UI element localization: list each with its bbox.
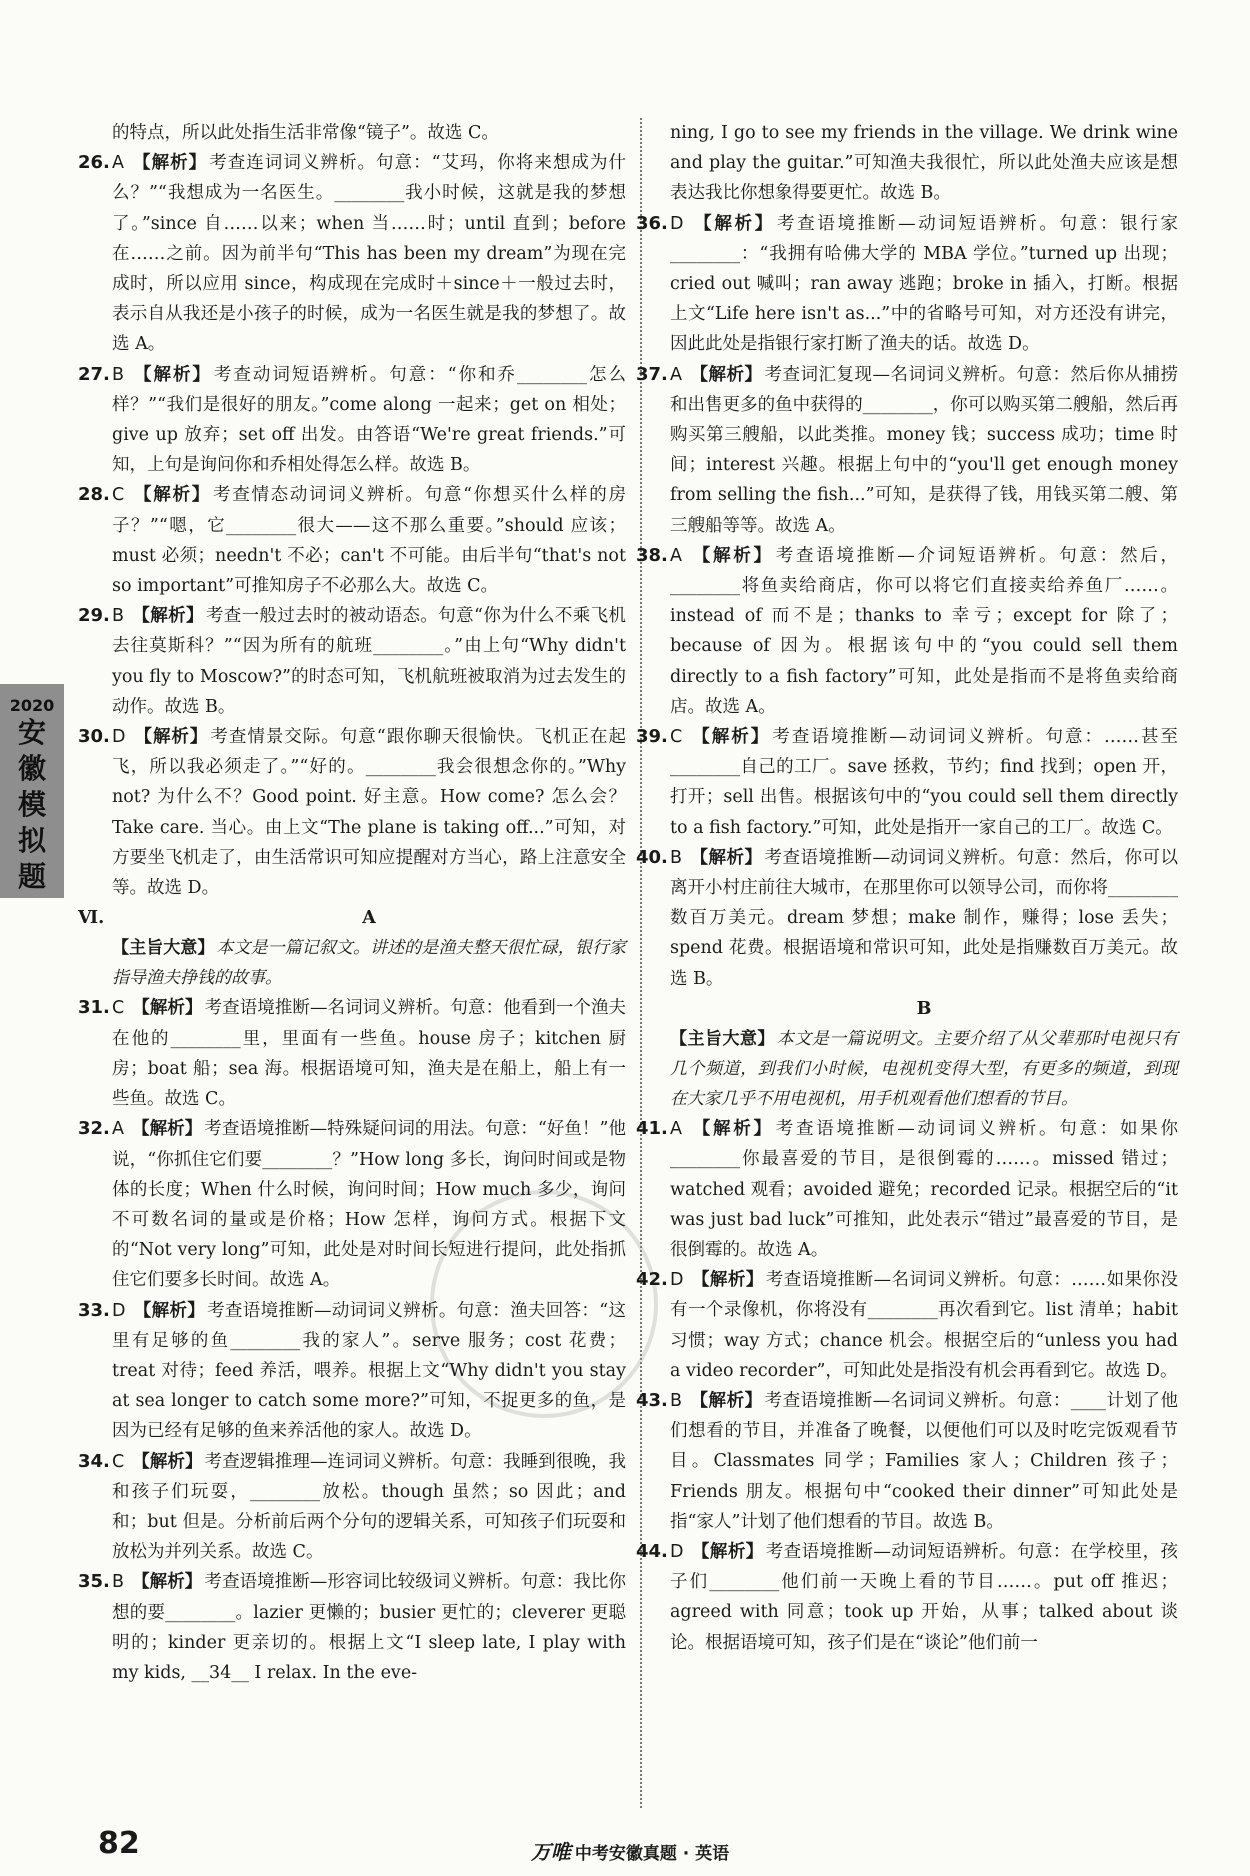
analysis-text: 考查一般过去时的被动语态。句意“你为什么不乘飞机去往莫斯科？”“因为所有的航班________。”由上句“Why didn't you fly to Moscow?”的时态可知，飞机航班被取消为过去发生的动作。故选 B。 (112, 606, 627, 717)
summary-text: 本文是一篇记叙文。讲述的是渔夫整天很忙碌，银行家指导渔夫挣钱的故事。 (112, 938, 627, 989)
analysis-text: 考查语境推断—动词词义辨析。句意：如果你________你最喜爱的节目，是很倒霉的……。missed 错过；watched 观看；avoided 避免；recorded 记录。根据空后的“it was just bad luck”可推知，此处表示“错过”最喜爱的节目，是很倒霉的。故选 A。 (670, 1119, 1179, 1260)
answer-item (636, 1265, 1179, 1386)
footer-title: 中考安徽真题 · 英语 (574, 1844, 730, 1864)
answer-letter: C (670, 727, 683, 748)
answer-letter: D (112, 1300, 126, 1321)
question-number: 35. (78, 1571, 110, 1593)
question-number: 38. (636, 544, 668, 566)
analysis-text: 考查语境推断—动词词义辨析。句意：渔夫回答：“这里有足够的鱼________我的家人”。serve 服务；cost 花费；treat 对待；feed 养活，喂养。根据上文“Why didn't you stay at sea longer to catch some more?”可知，不捉更多的鱼，是因为已经有足够的鱼来养活他的家人。故选 D。 (112, 1300, 626, 1442)
section-title: B (916, 998, 932, 1019)
question-number: 29. (78, 605, 110, 627)
answer-item (78, 480, 626, 601)
analysis-text: 考查语境推断—名词词义辨析。句意：他看到一个渔夫在他的________里，里面有一些鱼。house 房子；kitchen 厨房；boat 船；sea 海。根据语境可知，渔夫是在船上，船上有一些鱼。故选 C。 (112, 998, 627, 1110)
question-number: 44. (636, 1540, 668, 1562)
answer-letter: B (670, 847, 683, 868)
answer-item (78, 722, 626, 903)
section-heading (78, 903, 626, 933)
question-number: 43. (636, 1389, 668, 1411)
analysis-text: 考查语境推断—特殊疑问词的用法。句意：“好鱼！”他说，“你抓住它们要________？”How long 多长，询问时间或是物体的长度；When 什么时候，询问时间；How much 多少，询问不可数名词的量或是价格；How 怎样，询问方式。根据下文的“Not very long”可知，此处是对时间长短进行提问，此处指抓住它们要多长时间。故选 A。 (112, 1119, 626, 1291)
left-items-a (78, 148, 627, 903)
answer-letter: D (112, 727, 126, 748)
answer-item (78, 360, 627, 481)
answer-item (78, 1447, 627, 1568)
summary (112, 933, 626, 993)
page-number: 82 (98, 1826, 140, 1861)
analysis-text: 考查情态动词词义辨析。句意“你想买什么样的房子？”“嗯，它________很大——这不那么重要。”should 应该；must 必须；needn't 不必；can't 不可能。由后半句“that's not so important”可推知房子不必那么大。故选 C。 (112, 485, 626, 597)
continued-text: ning, I go to see my friends in the village. We drink wine and play the guitar.”可知渔夫我很忙，所以此处渔夫应该是想表达我比你想象得要更忙。故选 B。 (670, 123, 1178, 204)
question-number: 42. (636, 1269, 668, 1291)
analysis-tag: 【解析】 (133, 1300, 206, 1321)
answer-item (78, 148, 626, 359)
analysis-text: 考查语境推断—动词词义辨析。句意：……甚至________自己的工厂。save 拯救，节约；find 找到；open 开，打开；sell 出售。根据该句中的“you could sell them directly to a fish factory.”可知，此处是指开一家自己的工厂。故选 C。 (670, 727, 1179, 838)
answer-letter: A (670, 364, 682, 385)
analysis-tag: 【解析】 (131, 1119, 203, 1140)
section-title: A (362, 908, 376, 929)
answer-letter: A (670, 545, 682, 566)
answer-letter: D (670, 1541, 684, 1562)
summary-tag: 【主旨大意】 (670, 1029, 775, 1050)
analysis-tag: 【解析】 (691, 1541, 764, 1562)
summary (670, 1024, 1178, 1114)
section-heading (670, 994, 1178, 1024)
right-column (636, 118, 1179, 1658)
continued-text: 的特点，所以此处指生活非常像“镜子”。故选 C。 (112, 123, 499, 143)
answer-letter: D (670, 213, 684, 234)
answer-item (636, 1537, 1179, 1658)
question-number: 36. (636, 212, 668, 234)
right-items-a (636, 209, 1179, 994)
answer-letter: C (112, 998, 125, 1019)
question-number: 30. (78, 726, 110, 748)
answer-letter: A (112, 1119, 124, 1140)
answer-item (636, 843, 1179, 994)
analysis-text: 考查语境推断—动词短语辨析。句意：在学校里，孩子们________他们前一天晚上看的节目……。put off 推迟；agreed with 同意；took up 开始，从事；talked about 谈论。根据语境可知，孩子们是在“谈论”他们前一 (670, 1541, 1179, 1653)
answer-letter: A (670, 1119, 682, 1140)
answer-letter: B (670, 1390, 683, 1411)
analysis-tag: 【解析】 (132, 1572, 203, 1593)
analysis-tag: 【解析】 (132, 1451, 203, 1472)
answer-item (636, 1386, 1178, 1537)
side-tab-year: 2020 (9, 696, 55, 715)
answer-item (78, 993, 627, 1114)
question-number: 39. (636, 726, 668, 748)
right-items-b (636, 1114, 1179, 1658)
question-number: 31. (78, 997, 110, 1019)
analysis-text: 考查语境推断—名词词义辨析。句意：……如果你没有一个录像机，你将没有________再次看到它。list 清单；habit 习惯；way 方式；chance 机会。根据空后的“unless you had a video recorder”，可知此处是指没有机会再看到它。故选 D。 (670, 1270, 1179, 1381)
analysis-tag: 【解析】 (691, 213, 775, 234)
answer-item (78, 1296, 626, 1447)
answer-letter: B (112, 1572, 125, 1593)
analysis-tag: 【解析】 (690, 727, 771, 748)
analysis-text: 考查语境推断—名词词义辨析。句意：____计划了他们想看的节目，并准备了晚餐，以便他们可以及时吃完饭观看节目。Classmates 同学；Families 家人；Children 孩子；Friends 朋友。根据句中“cooked their dinner”可知此处是指“家人”计划了他们想看的节目。故选 B。 (670, 1390, 1178, 1532)
answer-letter: D (670, 1270, 684, 1291)
answer-item (636, 1114, 1179, 1265)
analysis-tag: 【解析】 (132, 998, 203, 1019)
analysis-tag: 【解析】 (131, 153, 208, 174)
analysis-tag: 【解析】 (690, 1390, 763, 1411)
analysis-tag: 【解析】 (690, 847, 763, 868)
question-number: 26. (78, 152, 110, 174)
answer-item (636, 722, 1179, 843)
summary-tag: 【主旨大意】 (112, 938, 215, 959)
analysis-text: 考查语境推断—动词词义辨析。句意：然后，你可以离开小村庄前往大城市，在那里你可以领导公司，而你将________数百万美元。dream 梦想；make 制作，赚得；lose 丢失；spend 花费。根据语境和常识可知，此处是指赚数百万美元。故选 B。 (670, 847, 1179, 989)
answer-letter: C (112, 1451, 125, 1472)
analysis-tag: 【解析】 (691, 1270, 764, 1291)
question-number: 33. (78, 1299, 110, 1321)
question-number: 32. (78, 1118, 110, 1140)
analysis-tag: 【解析】 (689, 545, 774, 566)
analysis-text: 考查语境推断—形容词比较级词义辨析。句意：我比你想的要________。lazier 更懒的；busier 更忙的；cleverer 更聪明的；kinder 更亲切的。根据上文“I sleep late, I play with my kids, __34__ I relax. In the eve- (112, 1572, 627, 1683)
answer-letter: B (112, 364, 125, 385)
summary-text: 本文是一篇说明文。主要介绍了从父辈那时电视只有几个频道，到我们小时候，电视机变得大型，有更多的频道，到现在大家几乎不用电视机，用手机观看他们想看的节目。 (670, 1029, 1179, 1110)
answer-letter: A (112, 153, 124, 174)
answer-item (636, 209, 1179, 360)
footer (480, 1836, 780, 1865)
answer-item (78, 1567, 627, 1688)
side-tab-label: 安徽模拟题 (17, 716, 46, 893)
question-number: 40. (636, 846, 668, 868)
answer-item (636, 360, 1179, 541)
answer-item (78, 1114, 626, 1295)
brand-logo: 万唯 (530, 1840, 571, 1864)
answer-item (636, 541, 1179, 722)
analysis-text: 考查语境推断—动词短语辨析。句意：银行家________：“我拥有哈佛大学的 MBA 学位。”turned up 出现；cried out 喊叫；ran away 逃跑；broke in 插入，打断。根据上文“Life here isn't as...”中的省略号可知，对方还没有讲完，因此此处是指银行家打断了渔夫的话。故选 D。 (670, 213, 1179, 355)
question-number: 28. (78, 484, 110, 506)
analysis-tag: 【解析】 (689, 364, 763, 385)
analysis-text: 考查连词词义辨析。句意：“艾玛，你将来想成为什么？”“我想成为一名医生。________我小时候，这就是我的梦想了。”since 自……以来；when 当……时；until 直到；before 在……之前。因为前半句“This has been my dream”为现在完成时，所以应用 since，构成现在完成时＋since＋一般过去时，表示自从我还是小孩子的时候，成为一名医生就是我的梦想了。故选 A。 (112, 153, 626, 355)
answer-item (78, 601, 627, 722)
analysis-tag: 【解析】 (132, 606, 204, 627)
section-roman: Ⅵ. (78, 908, 105, 929)
question-number: 27. (78, 363, 110, 385)
analysis-text: 考查语境推断—介词短语辨析。句意：然后，________将鱼卖给商店，你可以将它们直接卖给养鱼厂……。instead of 而不是；thanks to 幸亏；except for 除了；because of 因为。根据该句中的“you could sell them directly to a fish factory”可知，此处是指而不是将鱼卖给商店。故选 A。 (670, 545, 1179, 717)
analysis-text: 考查逻辑推理—连词词义辨析。句意：我睡到很晚，我和孩子们玩耍，________放松。though 虽然；so 因此；and 和；but 但是。分析前后两个分句的逻辑关系，可知孩子们玩耍和放松为并列关系。故选 C。 (112, 1451, 627, 1563)
analysis-tag: 【解析】 (689, 1119, 774, 1140)
analysis-tag: 【解析】 (133, 727, 209, 748)
answer-letter: B (112, 606, 125, 627)
question-number: 34. (78, 1450, 110, 1472)
side-tab (0, 684, 64, 898)
question-number: 37. (636, 363, 668, 385)
analysis-tag: 【解析】 (132, 364, 212, 385)
analysis-text: 考查动词短语辨析。句意：“你和乔________怎么样？”“我们是很好的朋友。”come along 一起来；get on 相处；give up 放弃；set off 出发。由答语“We're great friends.”可知，上句是询问你和乔相处得怎么样。故选 B。 (112, 364, 627, 476)
analysis-text: 考查情景交际。句意“跟你聊天很愉快。飞机正在起飞，所以我必须走了。”“好的。________我会很想念你的。”Why not? 为什么不？Good point. 好主意。How come? 怎么会？Take care. 当心。由上文“The plane is taking off...”可知，对方要坐飞机走了，由生活常识可知应提醒对方当心，路上注意安全等。故选 D。 (112, 727, 626, 899)
answer-letter: C (112, 485, 125, 506)
left-items-b (78, 993, 627, 1688)
question-number: 41. (636, 1118, 668, 1140)
analysis-tag: 【解析】 (132, 485, 211, 506)
analysis-text: 考查词汇复现—名词词义辨析。句意：然后你从捕捞和出售更多的鱼中获得的________，你可以购买第二艘船，然后再购买第三艘船，以此类推。money 钱；success 成功；time 时间；interest 兴趣。根据上句中的“you'll get enough money from selling the fish...”可知，是获得了钱，用钱买第二艘、第三艘船等等。故选 A。 (670, 364, 1179, 536)
left-column (78, 118, 627, 1688)
